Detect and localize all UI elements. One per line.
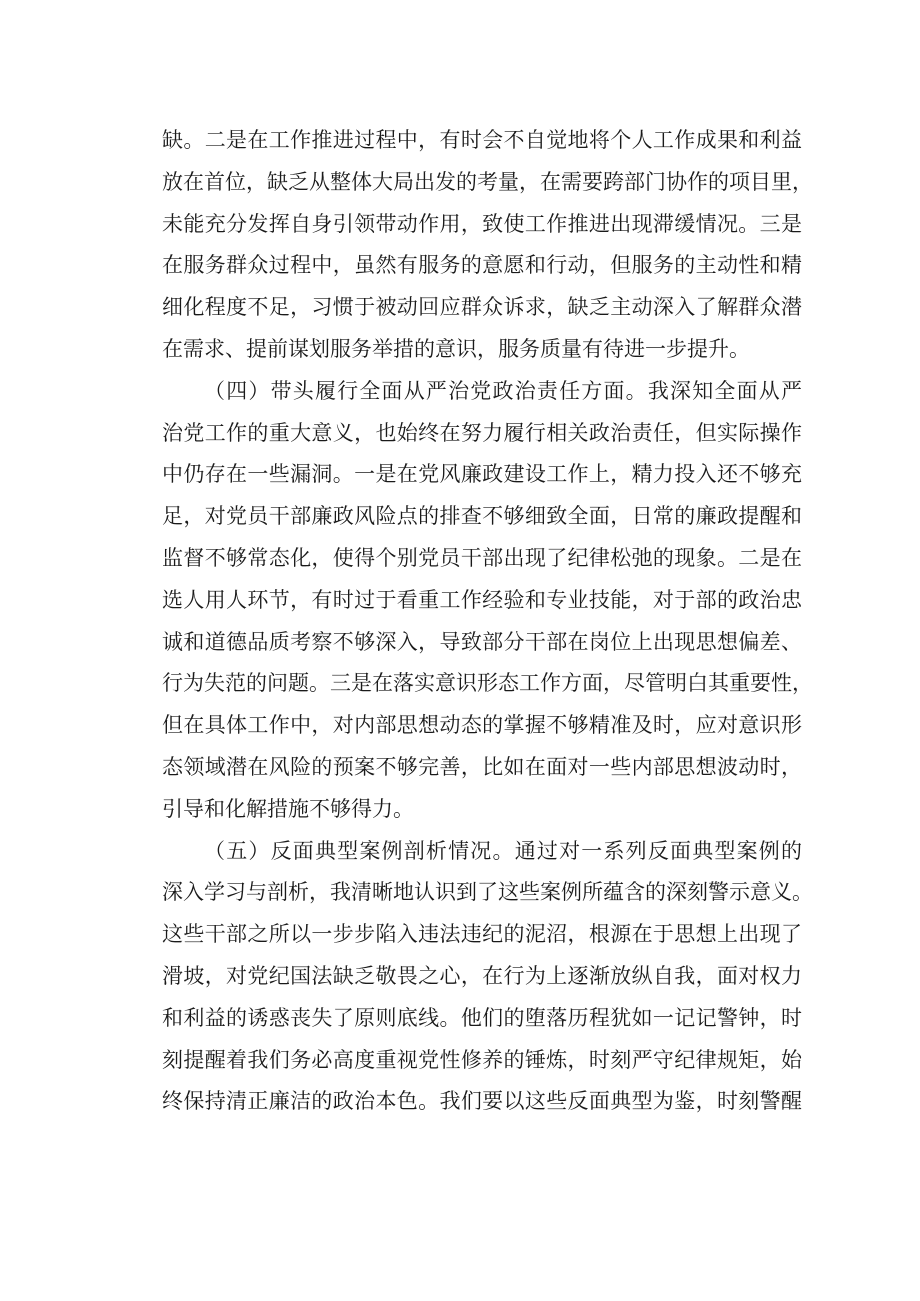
text-line: 引导和化解措施不够得力。	[162, 796, 414, 821]
text-line: 和利益的诱惑丧失了原则底线。他们的堕落历程犹如一记记警钟，时	[162, 1005, 802, 1030]
text-line: 缺。二是在工作推进过程中，有时会不自觉地将个人工作成果和利益	[162, 128, 802, 152]
text-line: 细化程度不足，习惯于被动回应群众诉求，缺乏主动深入了解群众潜	[162, 295, 802, 320]
text-line: 行为失范的问题。三是在落实意识形态工作方面，尽管明白其重要性，	[162, 671, 813, 696]
text-line: 未能充分发挥自身引领带动作用，致使工作推进出现滞缓情况。三是	[162, 211, 802, 236]
text-line: 治党工作的重大意义，也始终在努力履行相关政治责任，但实际操作	[162, 420, 802, 445]
text-line: 诚和道德品质考察不够深入，导致部分干部在岗位上出现思想偏差、	[162, 629, 802, 654]
text-line: 监督不够常态化，使得个别党员干部出现了纪律松弛的现象。二是在	[162, 545, 802, 570]
text-line: 在服务群众过程中，虽然有服务的意愿和行动，但服务的主动性和精	[162, 253, 802, 278]
text-line: 中仍存在一些漏洞。一是在党风廉政建设工作上，精力投入还不够充	[162, 462, 802, 487]
text-line: 终保持清正廉洁的政治本色。我们要以这些反面典型为鉴，时刻警醒	[162, 1089, 802, 1114]
text-line: 但在具体工作中，对内部思想动态的掌握不够精准及时，应对意识形	[162, 713, 802, 738]
text-line: 滑坡，对党纪国法缺乏敬畏之心，在行为上逐渐放纵自我，面对权力	[162, 963, 802, 988]
section-heading-line: （四）带头履行全面从严治党政治责任方面。我深知全面从严	[204, 378, 802, 403]
text-line: 选人用人环节，有时过于看重工作经验和专业技能，对于部的政治忠	[162, 587, 802, 612]
text-line: 这些干部之所以一步步陷入违法违纪的泥沼，根源在于思想上出现了	[162, 922, 802, 947]
text-line: 足，对党员干部廉政风险点的排查不够细致全面，日常的廉政提醒和	[162, 504, 802, 529]
text-line: 在需求、提前谋划服务举措的意识，服务质量有待进一步提升。	[162, 336, 750, 361]
text-line: 放在首位，缺乏从整体大局出发的考量，在需要跨部门协作的项目里，	[162, 169, 813, 194]
body-text	[162, 120, 813, 1123]
text-line: 刻提醒着我们务必高度重视党性修养的锤炼，时刻严守纪律规矩，始	[162, 1047, 802, 1072]
text-line: 态领域潜在风险的预案不够完善，比如在面对一些内部思想波动时，	[162, 754, 802, 779]
text-line: 深入学习与剖析，我清晰地认识到了这些案例所蕴含的深刻警示意义。	[162, 880, 813, 905]
section-heading-line: （五）反面典型案例剖析情况。通过对一系列反面典型案例的	[204, 838, 802, 863]
